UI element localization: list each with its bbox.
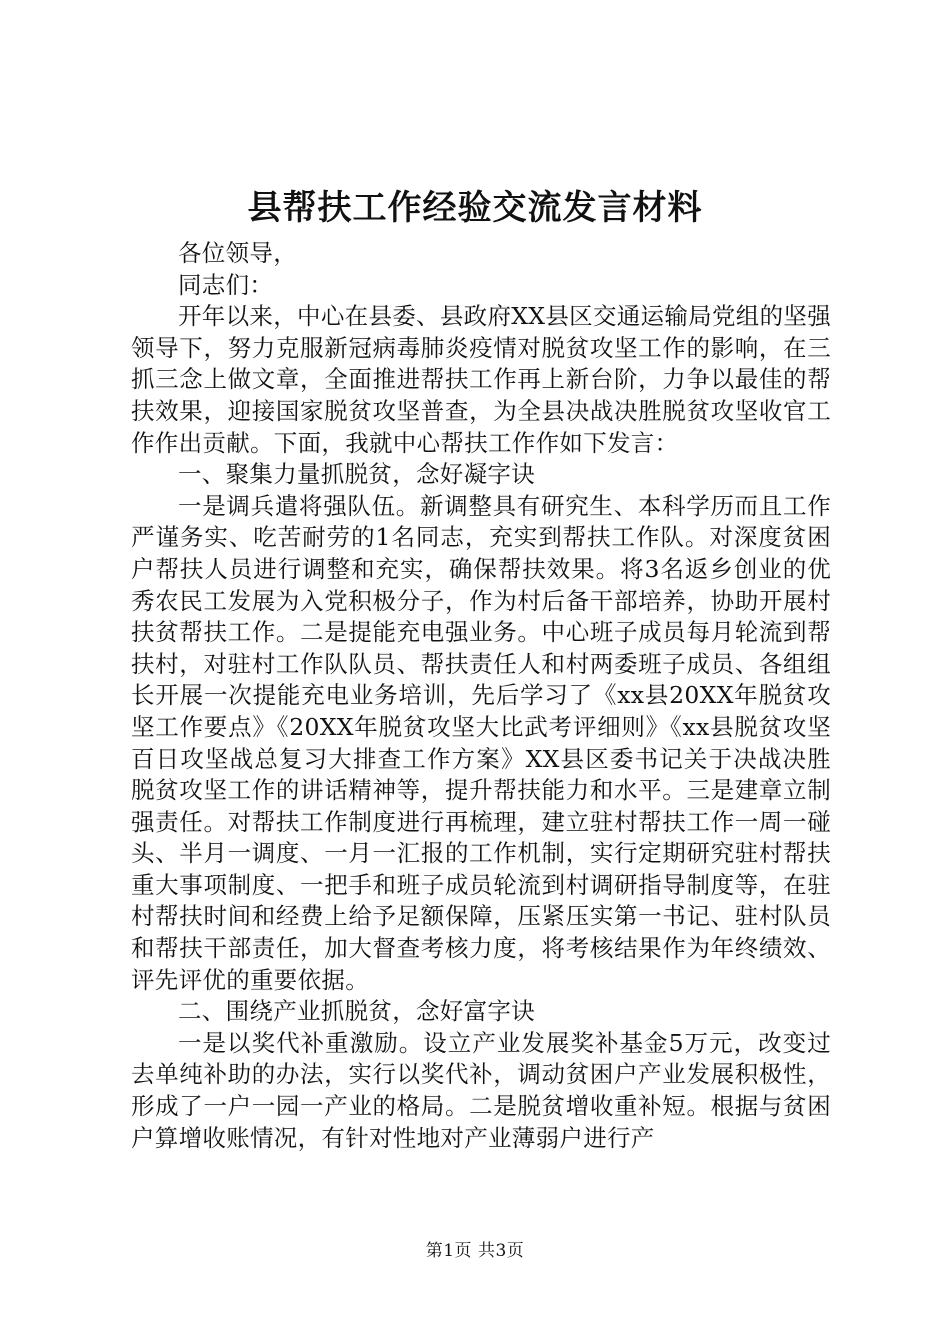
section-heading-1: 一、聚集力量抓脱贫，念好凝字诀 [178, 460, 535, 489]
document-body [131, 238, 831, 1154]
section-heading-2: 二、围绕产业抓脱贫，念好富字诀 [178, 997, 535, 1026]
intro-paragraph: 开年以来，中心在县委、县政府XX县区交通运输局党组的坚强领导下，努力克服新冠病毒肺炎疫情对脱贫攻坚工作的影响，在三抓三念上做文章，全面推进帮扶工作再上新台阶，力争以最佳的帮扶效果，迎接国家脱贫攻坚普查，为全县决战决胜脱贫攻坚收官工作作出贡献。下面，我就中心帮扶工作作如下发言： [131, 302, 831, 457]
page-footer: 第1页 共3页 [425, 1241, 525, 1261]
salutation-leaders: 各位领导， [178, 239, 297, 267]
section-2-paragraph: 一是以奖代补重激励。设立产业发展奖补基金5万元，改变过去单纯补助的办法，实行以奖代补，调动贫困户产业发展积极性，形成了一户一园一产业的格局。二是脱贫增收重补短。根据与贫困户算增收账情况，有针对性地对产业薄弱户进行产 [131, 1028, 831, 1152]
document-title: 县帮扶工作经验交流发言材料 [247, 188, 703, 228]
section-1-paragraph: 一是调兵遣将强队伍。新调整具有研究生、本科学历而且工作严谨务实、吃苦耐劳的1名同志，充实到帮扶工作队。对深度贫困户帮扶人员进行调整和充实，确保帮扶效果。将3名返乡创业的优秀农民工发展为入党积极分子，作为村后备干部培养，协助开展村扶贫帮扶工作。二是提能充电强业务。中心班子成员每月轮流到帮扶村，对驻村工作队队员、帮扶责任人和村两委班子成员、各组组长开展一次提能充电业务培训，先后学习了《xx县20XX年脱贫攻坚工作要点》《20XX年脱贫攻坚大比武考评细则》《xx县脱贫攻坚百日攻坚战总复习大排查工作方案》XX县区委书记关于决战决胜脱贫攻坚工作的讲话精神等，提升帮扶能力和水平。三是建章立制强责任。对帮扶工作制度进行再梳理，建立驻村帮扶工作一周一碰头、半月一调度、一月一汇报的工作机制，实行定期研究驻村帮扶重大事项制度、一把手和班子成员轮流到村调研指导制度等，在驻村帮扶时间和经费上给予足额保障，压紧压实第一书记、驻村队员和帮扶干部责任，加大督查考核力度，将考核结果作为年终绩效、评先评优的重要依据。 [131, 491, 831, 994]
salutation-comrades: 同志们： [178, 270, 274, 299]
